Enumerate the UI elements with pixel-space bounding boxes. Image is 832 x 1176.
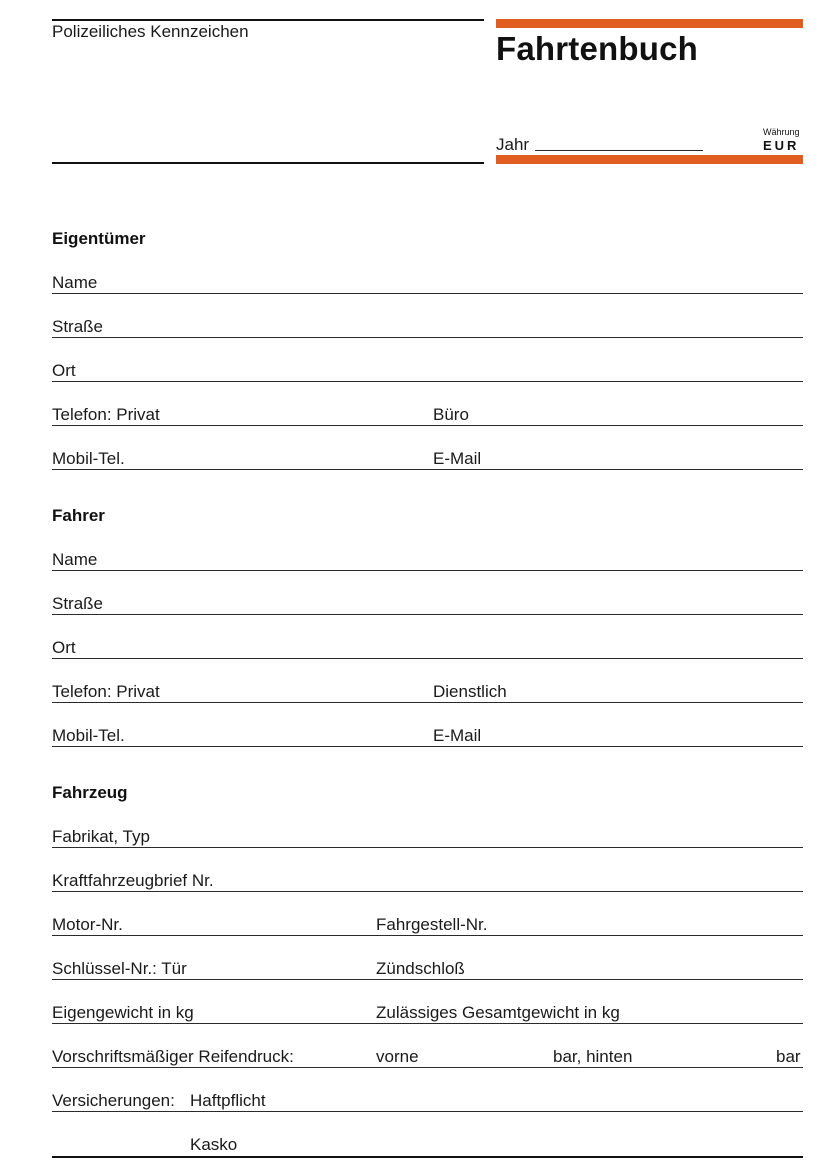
owner-city-label: Ort (52, 361, 76, 380)
curb-weight-label: Eigengewicht in kg (52, 1003, 194, 1022)
insurance-label: Versicherungen: (52, 1091, 175, 1110)
owner-phone-field[interactable] (52, 425, 803, 426)
owner-phone-private-label: Telefon: Privat (52, 405, 160, 424)
owner-mobile-field[interactable] (52, 469, 803, 470)
weight-field[interactable] (52, 1023, 803, 1024)
driver-city-label: Ort (52, 638, 76, 657)
driver-street-label: Straße (52, 594, 104, 613)
gross-weight-label: Zulässiges Gesamtgewicht in kg (376, 1003, 620, 1022)
liability-label: Haftpflicht (190, 1091, 266, 1110)
owner-mobile-label: Mobil-Tel. (52, 449, 125, 468)
tire-rear-label: bar, hinten (553, 1047, 633, 1066)
vehicle-regdoc-field[interactable] (52, 891, 803, 892)
comprehensive-field[interactable] (52, 1156, 803, 1158)
year-field[interactable] (535, 150, 703, 151)
driver-heading: Fahrer (52, 506, 105, 525)
chassis-no-label: Fahrgestell-Nr. (376, 915, 488, 934)
driver-phone-work-label: Dienstlich (433, 682, 507, 701)
driver-email-label: E-Mail (433, 726, 482, 745)
engine-chassis-field[interactable] (52, 935, 803, 936)
vehicle-heading: Fahrzeug (52, 783, 128, 802)
vehicle-make-field[interactable] (52, 847, 803, 848)
driver-phone-private-label: Telefon: Privat (52, 682, 160, 701)
page-title: Fahrtenbuch (496, 30, 699, 67)
owner-street-label: Straße (52, 317, 104, 336)
owner-phone-office-label: Büro (433, 405, 469, 424)
key-field[interactable] (52, 979, 803, 980)
currency-label: Währung (763, 127, 800, 137)
plate-field[interactable] (52, 162, 484, 164)
owner-name-label: Name (52, 273, 98, 292)
driver-mobile-label: Mobil-Tel. (52, 726, 125, 745)
plate-top-rule (52, 19, 484, 21)
owner-name-field[interactable] (52, 293, 803, 294)
driver-mobile-field[interactable] (52, 746, 803, 747)
tire-front-label: vorne (376, 1047, 419, 1066)
key-door-label: Schlüssel-Nr.: Tür (52, 959, 187, 978)
liability-field[interactable] (52, 1111, 803, 1112)
tire-pressure-field[interactable] (52, 1067, 803, 1068)
engine-no-label: Motor-Nr. (52, 915, 123, 934)
vehicle-regdoc-label: Kraftfahrzeugbrief Nr. (52, 871, 214, 890)
vehicle-make-label: Fabrikat, Typ (52, 827, 150, 846)
owner-email-label: E-Mail (433, 449, 482, 468)
owner-street-field[interactable] (52, 337, 803, 338)
title-top-bar (496, 19, 803, 28)
key-ignition-label: Zündschloß (376, 959, 465, 978)
tire-bar-label: bar (776, 1047, 801, 1066)
tire-pressure-label: Vorschriftsmäßiger Reifendruck: (52, 1047, 294, 1066)
comprehensive-label: Kasko (190, 1135, 238, 1154)
owner-heading: Eigentümer (52, 229, 146, 248)
driver-name-label: Name (52, 550, 98, 569)
owner-city-field[interactable] (52, 381, 803, 382)
currency-value: EUR (763, 138, 800, 153)
driver-name-field[interactable] (52, 570, 803, 571)
driver-city-field[interactable] (52, 658, 803, 659)
driver-phone-field[interactable] (52, 702, 803, 703)
title-bottom-bar (496, 155, 803, 164)
plate-label: Polizeiliches Kennzeichen (52, 22, 249, 41)
year-label: Jahr (496, 135, 530, 154)
driver-street-field[interactable] (52, 614, 803, 615)
